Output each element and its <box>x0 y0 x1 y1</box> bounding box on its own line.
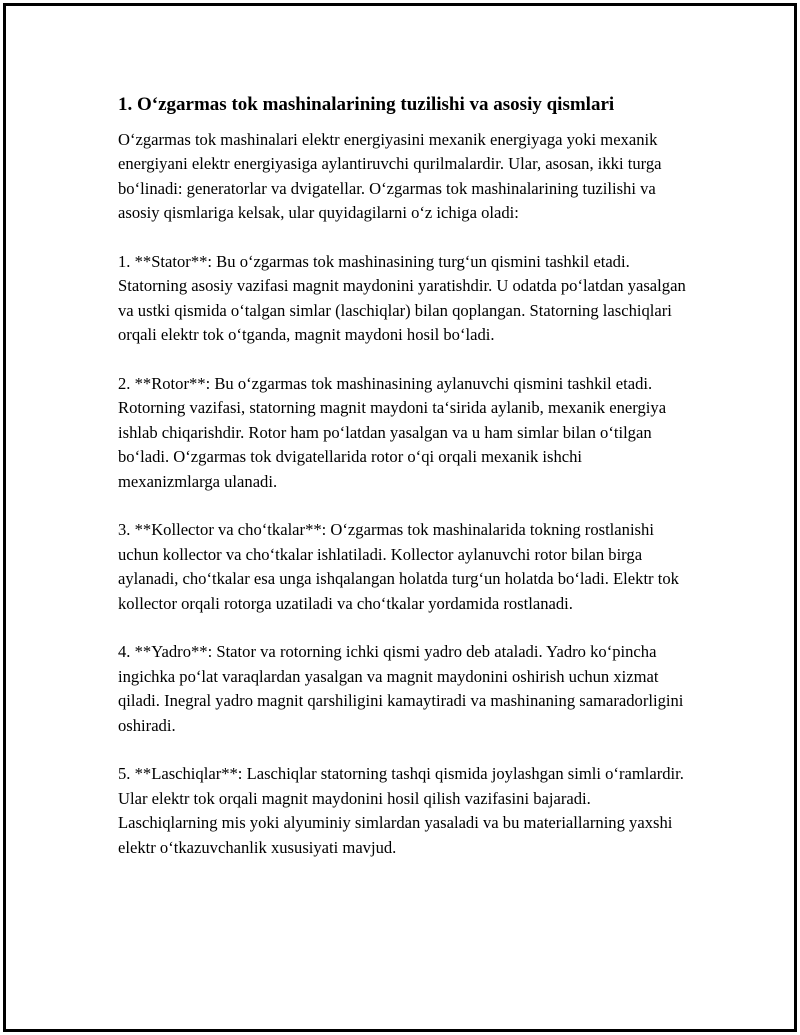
paragraph-collector: 3. **Kollector va cho‘tkalar**: O‘zgarmas tok mashinalarida tokning rostlanishi uchun kollector va cho‘tkalar ishlatiladi. Kollector aylanuvchi rotor bilan birga aylanadi, cho‘tkalar esa unga ishqalangan holatda turg‘un holatda bo‘ladi. Elektr tok kollector orqali rotorga uzatiladi va cho‘tkalar yordamida rostlanadi. <box>118 520 679 613</box>
paragraph-intro: O‘zgarmas tok mashinalari elektr energiyasini mexanik energiyaga yoki mexanik energiyani elektr energiyasiga aylantiruvchi qurilmalardir. Ular, asosan, ikki turga bo‘linadi: generatorlar va dvigatellar. O‘zgarmas tok mashinalarining tuzilishi va asosiy qismlariga kelsak, ular quyidagilarni o‘z ichiga oladi: <box>118 130 662 223</box>
paragraph-windings: 5. **Laschiqlar**: Laschiqlar statorning tashqi qismida joylashgan simli o‘ramlardir. Ular elektr tok orqali magnit maydonini hosil qilish vazifasini bajaradi. Laschiqlarning mis yoki alyuminiy simlardan yasaladi va bu materiallarning yaxshi elektr o‘tkazuvchanlik xususiyati mavjud. <box>118 764 684 857</box>
document-body <box>118 90 688 860</box>
paragraph-stator: 1. **Stator**: Bu o‘zgarmas tok mashinasining turg‘un qismini tashkil etadi. Statorning asosiy vazifasi magnit maydonini yaratishdir. U odatda po‘latdan yasalgan va ustki qismida o‘talgan simlar (laschiqlar) bilan qoplangan. Statorning laschiqlari orqali elektr tok o‘tganda, magnit maydoni hosil bo‘ladi. <box>118 252 686 345</box>
paragraph-rotor: 2. **Rotor**: Bu o‘zgarmas tok mashinasining aylanuvchi qismini tashkil etadi. Rotorning vazifasi, statorning magnit maydoni ta‘sirida aylanib, mexanik energiya ishlab chiqarishdir. Rotor ham po‘latdan yasalgan va u ham simlar bilan o‘tilgan bo‘ladi. O‘zgarmas tok dvigatellarida rotor o‘qi orqali mexanik ishchi mexanizmlarga ulanadi. <box>118 374 667 491</box>
paragraph-core: 4. **Yadro**: Stator va rotorning ichki qismi yadro deb ataladi. Yadro ko‘pincha ingichka po‘lat varaqlardan yasalgan va magnit maydonini oshirish uchun xizmat qiladi. Inegral yadro magnit qarshiligini kamaytiradi va mashinaning samaradorligini oshiradi. <box>118 642 684 735</box>
document-title: 1. O‘zgarmas tok mashinalarining tuzilishi va asosiy qismlari <box>118 94 615 115</box>
